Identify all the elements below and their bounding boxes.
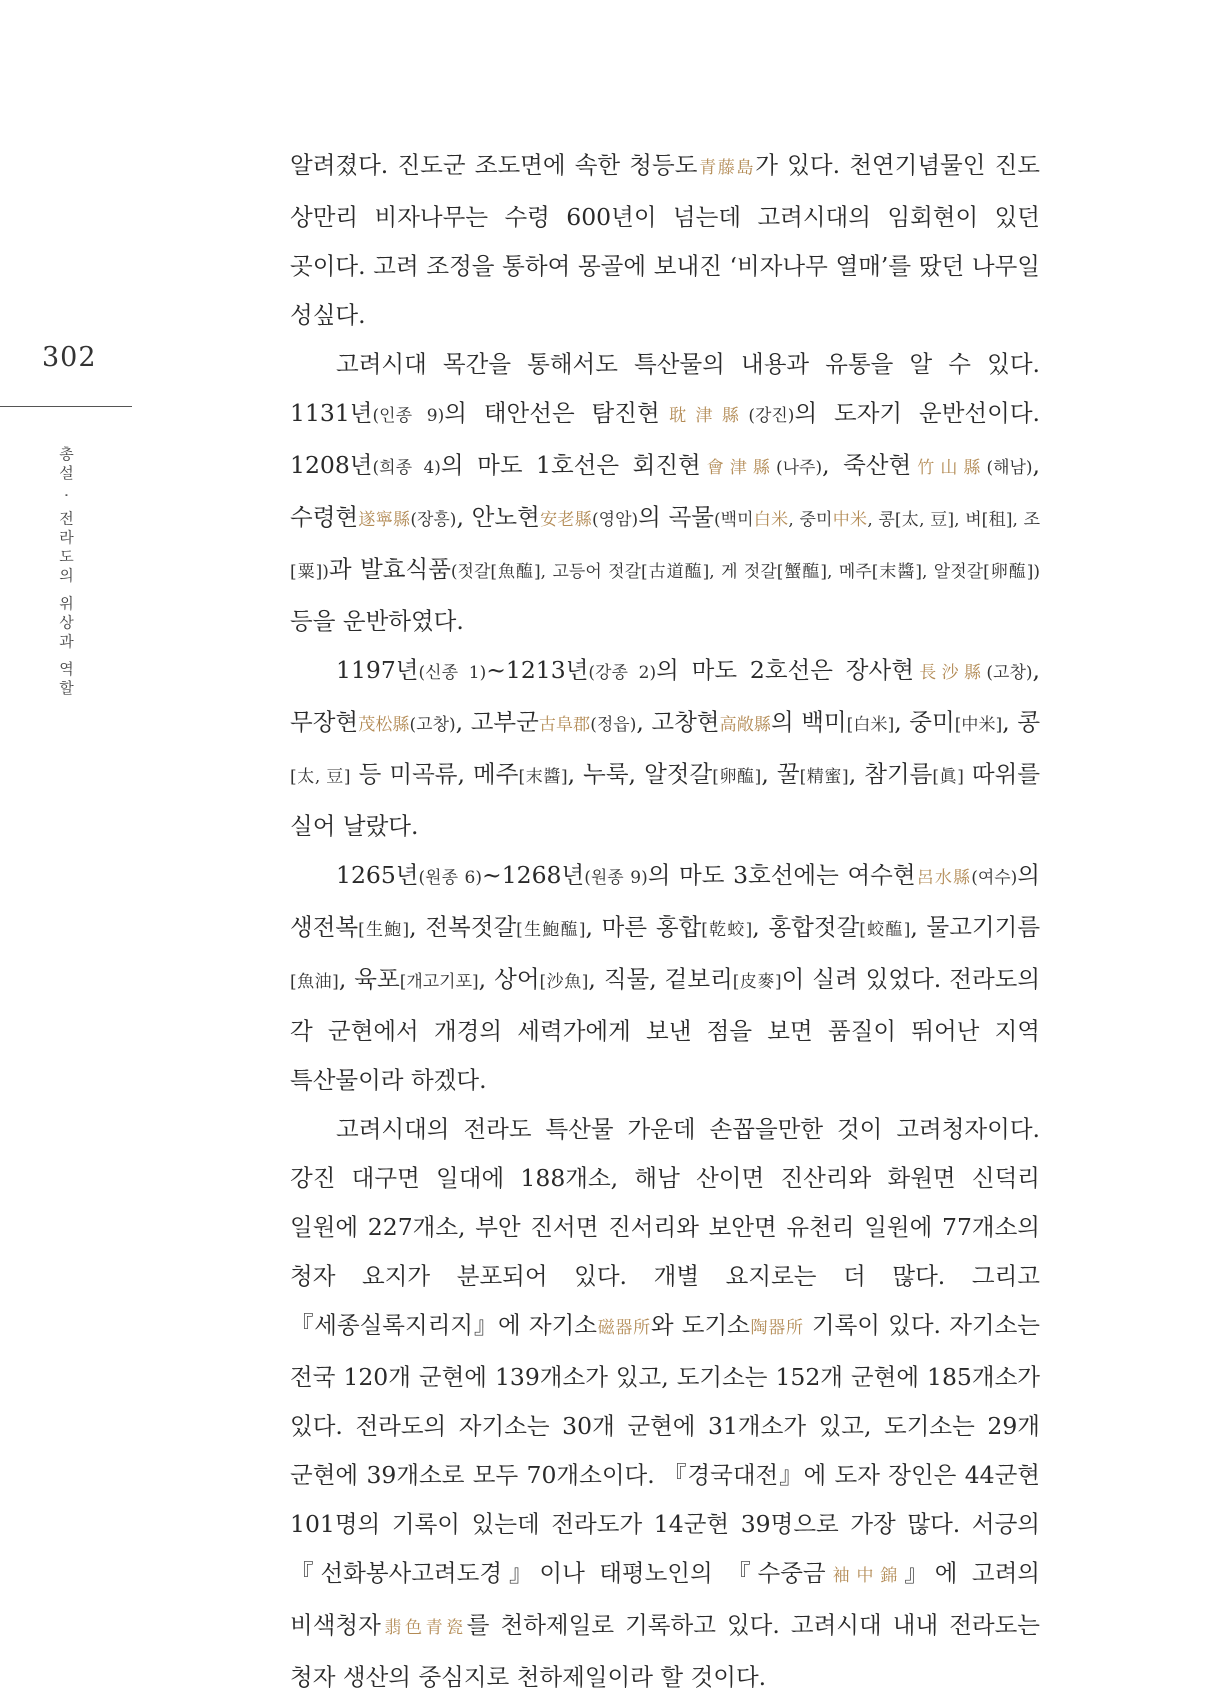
hanja-gloss: 耽津縣	[659, 406, 749, 426]
hanja-gloss: 白米	[753, 510, 789, 530]
text-run: , 홍합젓갈	[752, 913, 860, 941]
inline-note: (인종 9)	[372, 406, 445, 426]
hanja-gloss: 竹山縣	[911, 458, 987, 478]
text-run: 알려졌다. 진도군 조도면에 속한 청등도	[290, 151, 698, 179]
text-run: , 꿀	[761, 760, 800, 788]
text-run: 고려시대의 전라도 특산물 가운데 손꼽을만한 것이 고려청자이다. 강진 대구면 일대에 188개소, 해남 산이면 진산리와 화원면 신덕리 일원에 227개소, 부안 진서면 진서리와 보안면 유천리 일원에 77개소의 청자 요지가 분포되어 있다. 개별 요지로는 더 많다. 그리고 『세종실록지리지』에 자기소	[290, 1115, 1040, 1339]
text-run: 등 미곡류, 메주	[350, 760, 519, 788]
inline-note: [개고기포]	[399, 972, 479, 992]
text-run: , 전복젓갈	[409, 913, 517, 941]
inline-note: [精蜜]	[799, 767, 849, 787]
text-run: , 고창현	[636, 708, 720, 736]
text-run: 등을 운반하였다.	[290, 607, 464, 635]
hanja-gloss: 袖中錦	[825, 1566, 905, 1586]
paragraph-2	[290, 340, 1040, 646]
inline-note: (강종 2)	[588, 663, 657, 683]
inline-note: (영암)	[592, 510, 639, 530]
inline-note: [生鮑]	[358, 920, 410, 940]
text-run: 의 도자기 운반선이다. 1208년	[290, 399, 1040, 479]
page-divider	[0, 406, 132, 407]
inline-note: (나주)	[775, 458, 823, 478]
text-run: 의 마도 2호선은 장사현	[656, 656, 914, 684]
page-number: 302	[42, 342, 97, 373]
paragraph-3	[290, 646, 1040, 851]
inline-note: (정읍)	[590, 715, 637, 735]
text-run: 의 마도 1호선은 회진현	[440, 451, 701, 479]
text-run: , 마른 홍합	[585, 913, 702, 941]
text-run: 와 도기소	[650, 1311, 750, 1339]
text-run: , 콩	[1002, 708, 1041, 736]
text-run: , 참기름	[848, 760, 933, 788]
inline-note: [蛟醢]	[859, 920, 911, 940]
running-section-title: 총설 · 전라도의 위상과 역할	[57, 446, 75, 699]
inline-note: (고창)	[986, 663, 1033, 683]
inline-note: (여수)	[971, 868, 1018, 888]
inline-note: [乾蛟]	[701, 920, 753, 940]
text-run: 따위를 실어 날랐다.	[290, 760, 1041, 840]
inline-note: (젓갈[魚醢], 고등어 젓갈[古道醢], 게 젓갈[蟹醢], 메주[末醬], 알젓갈[卵醢])	[450, 562, 1040, 582]
text-run: 의 태안선은 탐진현	[444, 399, 660, 427]
inline-note: (해남)	[986, 458, 1033, 478]
text-run: , 고부군	[455, 708, 539, 736]
text-run: , 육포	[338, 965, 400, 993]
text-run: ~1213년	[486, 656, 589, 684]
text-run: , 직물, 겉보리	[588, 965, 733, 993]
text-run: , 안노현	[456, 503, 540, 531]
inline-note: [中米]	[954, 715, 1003, 735]
hanja-gloss: 陶器所	[749, 1318, 804, 1338]
hanja-gloss: 古阜郡	[538, 715, 591, 735]
text-run: 고려시대 목간을 통해서도 특산물의 내용과 유통을 알 수 있다. 1131년	[290, 350, 1040, 427]
inline-note: , 콩[太, 豆], 벼[租], 조[粟])	[290, 510, 1041, 582]
paragraph-5	[290, 1105, 1040, 1702]
inline-note: [末醬]	[518, 767, 568, 787]
text-run: 의 곡물	[638, 503, 715, 531]
text-run: 의 백미	[770, 708, 847, 736]
text-run: ~1268년	[482, 861, 585, 889]
inline-note: [魚油]	[290, 972, 339, 992]
inline-note: (신종 1)	[418, 663, 487, 683]
inline-note: (강진)	[748, 406, 795, 426]
text-run: 가 있다. 천연기념물인 진도 상만리 비자나무는 수령 600년이 넘는데 고려시대의 임회현이 있던 곳이다. 고려 조정을 통하여 몽골에 보내진 ‘비자나무 열매’를 땄던 나무일 성싶다.	[290, 151, 1041, 329]
text-run: , 무장현	[290, 656, 1040, 736]
inline-note: [白米]	[846, 715, 895, 735]
text-run: , 상어	[478, 965, 540, 993]
text-run: 1197년	[336, 656, 419, 684]
text-run: 이 실려 있었다. 전라도의 각 군현에서 개경의 세력가에게 보낸 점을 보면 품질이 뛰어난 지역 특산물이라 하겠다.	[290, 965, 1041, 1094]
hanja-gloss: 長沙縣	[913, 663, 987, 683]
paragraph-1	[290, 141, 1040, 340]
inline-note: [沙魚]	[539, 972, 589, 992]
text-run: 』에 고려의 비색청자	[290, 1559, 1040, 1639]
text-run: 1265년	[336, 861, 419, 889]
hanja-gloss: 會津縣	[700, 458, 776, 478]
inline-note: (백미	[714, 510, 754, 530]
hanja-gloss: 高敞縣	[719, 715, 771, 735]
hanja-gloss: 安老縣	[539, 510, 593, 530]
inline-note: (원종 6)	[418, 868, 483, 888]
inline-note: (원종 9)	[584, 868, 648, 888]
hanja-gloss: 茂松縣	[358, 715, 410, 735]
inline-note: (장흥)	[410, 510, 457, 530]
text-run: 기록이 있다. 자기소는 전국 120개 군현에 139개소가 있고, 도기소는 152개 군현에 185개소가 있다. 전라도의 자기소는 30개 군현에 31개소가 있고, 도기소는 29개 군현에 39개소로 모두 70개소이다. 『경국대전』에 도자 장인은 44군현 101명의 기록이 있는데 전라도가 14군현 39명으로 가장 많다. 서긍의 『선화봉사고려도경』이나 태평노인의 『수중금	[290, 1311, 1041, 1587]
text-run: 의 마도 3호선에는 여수현	[647, 861, 916, 889]
paragraph-4	[290, 851, 1040, 1105]
hanja-gloss: 磁器所	[597, 1318, 651, 1338]
hanja-gloss: 青藤島	[697, 158, 756, 178]
inline-note: [生鮑醢]	[516, 920, 586, 940]
inline-note: [皮麥]	[732, 972, 782, 992]
inline-note: (희종 4)	[372, 458, 441, 478]
hanja-gloss: 遂寧縣	[358, 510, 411, 530]
inline-note: [眞]	[932, 767, 964, 787]
hanja-gloss: 翡色青瓷	[380, 1618, 467, 1638]
text-run: 를 천하제일로 기록하고 있다. 고려시대 내내 전라도는 청자 생산의 중심지로 천하제일이라 할 것이다.	[290, 1611, 1041, 1691]
text-run: , 물고기기름	[910, 913, 1041, 941]
text-run: , 누룩, 알젓갈	[567, 760, 713, 788]
inline-note: [太, 豆]	[290, 767, 351, 787]
inline-note: (고창)	[409, 715, 456, 735]
text-run: 의 생전복	[290, 861, 1040, 941]
body-text	[290, 141, 1040, 1702]
text-run: , 수령현	[290, 451, 1041, 531]
text-run: 과 발효식품	[328, 555, 451, 583]
text-run: , 죽산현	[822, 451, 912, 479]
inline-note: [卵醢]	[712, 767, 762, 787]
hanja-gloss: 呂水縣	[915, 868, 972, 888]
hanja-gloss: 中米	[832, 510, 868, 530]
text-run: , 중미	[894, 708, 955, 736]
inline-note: , 중미	[788, 510, 833, 530]
